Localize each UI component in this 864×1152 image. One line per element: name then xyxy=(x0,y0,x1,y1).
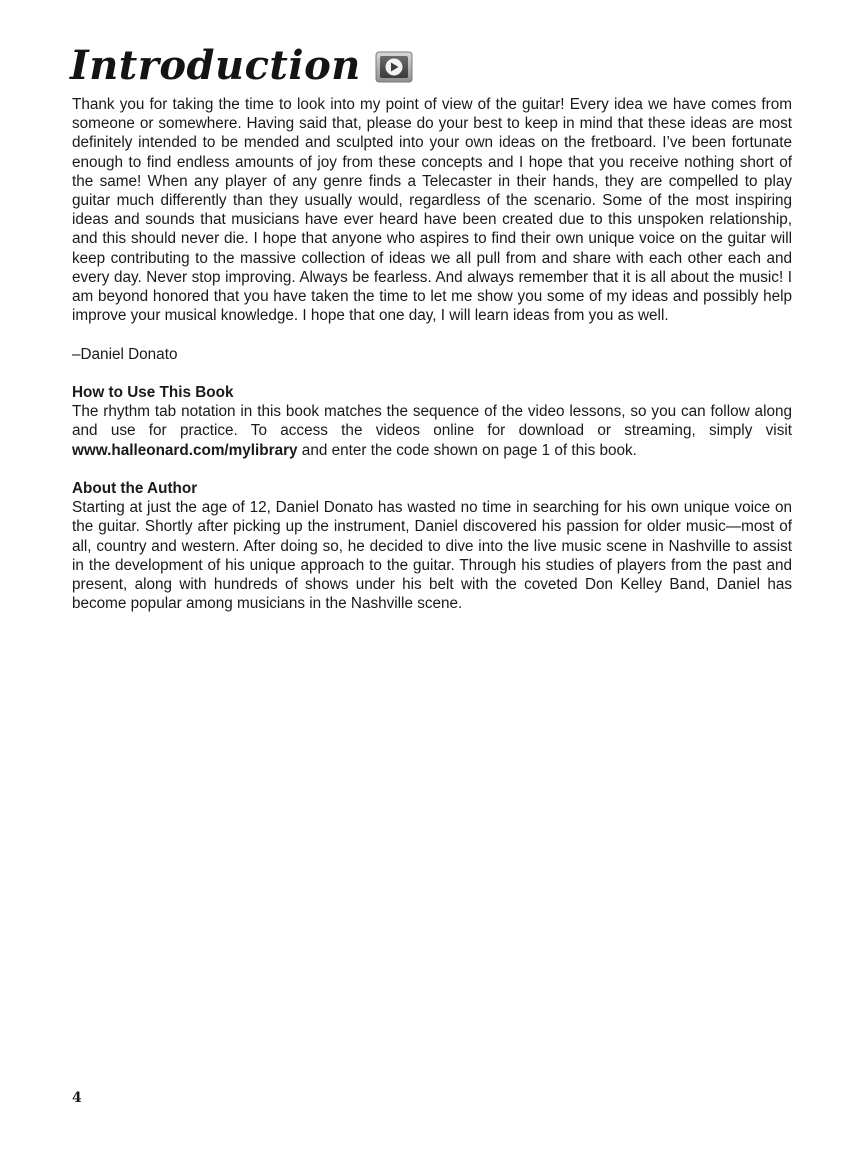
spacer xyxy=(72,460,792,479)
spacer xyxy=(72,364,792,383)
how-to-use-text-before: The rhythm tab notation in this book matches the sequence of the video lessons, so you can follow along and use for practice. To access the videos online for download or streaming, simply visit xyxy=(72,403,792,440)
title-row xyxy=(70,38,413,94)
page-number: 4 xyxy=(72,1090,82,1106)
spacer xyxy=(72,325,792,344)
how-to-use-heading: How to Use This Book xyxy=(72,384,234,402)
library-url-link[interactable]: www.halleonard.com/mylibrary xyxy=(72,441,298,459)
about-author-heading: About the Author xyxy=(72,480,198,498)
about-author-paragraph: Starting at just the age of 12, Daniel Donato has wasted no time in searching for his own unique voice on the guitar. Shortly after picking up the instrument, Daniel discovered his passion for older music—most of all, country and western. After doing so, he decided to dive into the live music scene in Nashville to assist in the development of his unique approach to the guitar. Through his studies of players from the past and present, along with hundreds of shows under his belt with the coveted Don Kelley Band, Daniel has become popular among musicians in the Nashville scene. xyxy=(72,499,792,613)
page-title: Introduction xyxy=(70,42,361,89)
how-to-use-text-after: and enter the code shown on page 1 of this book. xyxy=(297,441,637,459)
intro-paragraph: Thank you for taking the time to look into my point of view of the guitar! Every idea we have comes from someone or somewhere. Having said that, please do your best to keep in mind that these ideas are most definitely intended to be mended and sculpted into your own ideas on the fretboard. I’ve been fortunate enough to find endless amounts of joy from these concepts and I hope that you receive nothing short of the same! When any player of any genre finds a Telecaster in their hands, they are compelled to play guitar much differently than they usually would, regardless of the scenario. Some of the most inspiring ideas and sounds that musicians have ever heard have been created due to this unspoken relationship, and this should never die. I hope that anyone who aspires to find their own unique voice on the guitar will keep contributing to the massive collection of ideas we all pull from and share with each other each and every day. Never stop improving. Always be fearless. And always remember that it is all about the music! I am beyond honored that you have taken the time to let me show you some of my ideas and possibly help improve your musical knowledge. I hope that one day, I will learn ideas from you as well. xyxy=(72,96,792,325)
page-content xyxy=(72,95,792,613)
signature: –Daniel Donato xyxy=(72,345,178,363)
how-to-use-paragraph xyxy=(72,402,792,460)
play-video-icon[interactable] xyxy=(375,51,413,83)
